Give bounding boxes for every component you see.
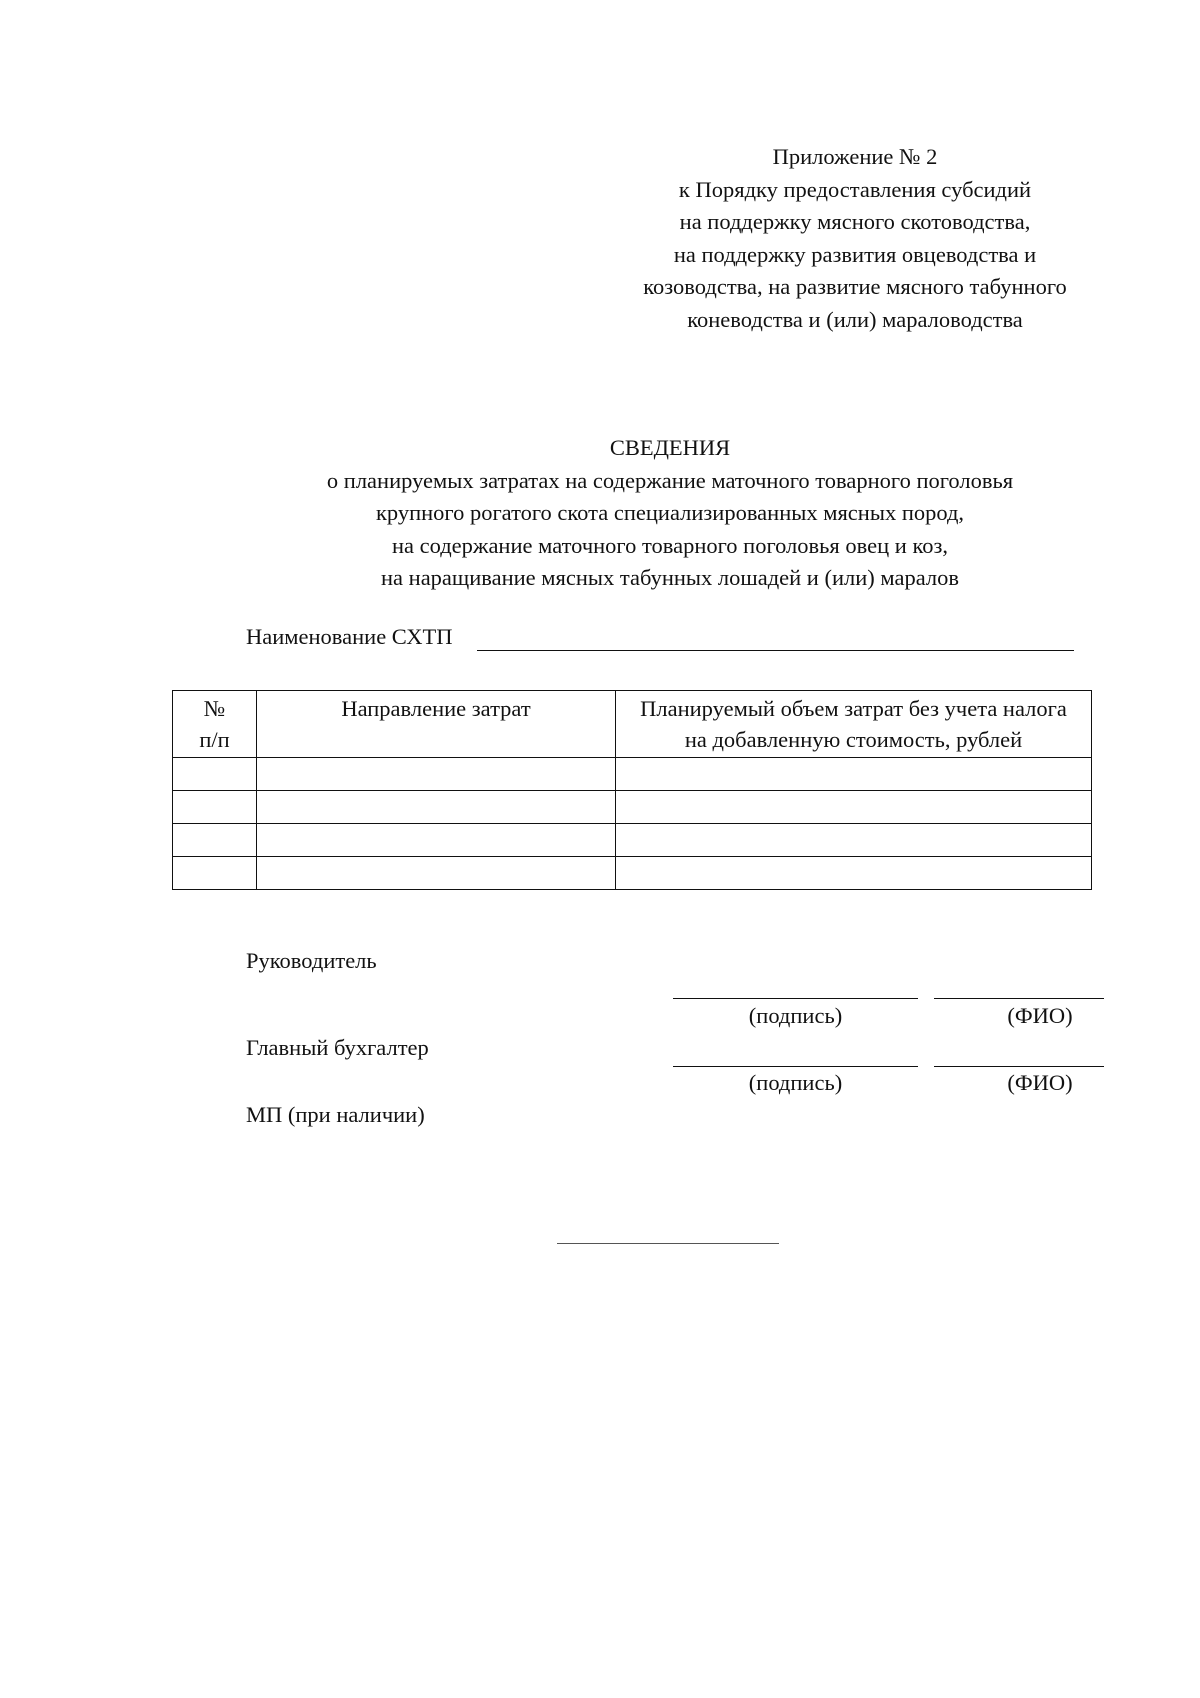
appendix-line: на поддержку развития овцеводства и	[673, 241, 1037, 267]
head-label: Руководитель	[246, 948, 377, 973]
header-number-line2: п/п	[199, 727, 230, 752]
cell-number[interactable]	[173, 791, 257, 824]
cell-direction[interactable]	[257, 791, 616, 824]
head-signature-field[interactable]	[673, 998, 918, 999]
head-name-caption: (ФИО)	[1007, 1003, 1073, 1028]
cell-volume[interactable]	[616, 824, 1092, 857]
document-title: СВЕДЕНИЯ	[609, 435, 731, 460]
table-row	[173, 791, 1092, 824]
accountant-signature-field[interactable]	[673, 1066, 918, 1067]
document-heading	[230, 432, 1110, 595]
header-direction-text: Направление затрат	[341, 696, 531, 721]
cell-volume[interactable]	[616, 758, 1092, 791]
cell-volume[interactable]	[616, 791, 1092, 824]
header-number	[173, 691, 257, 758]
heading-line: на наращивание мясных табунных лошадей и (или) маралов	[381, 565, 959, 590]
footnote-separator	[557, 1243, 779, 1244]
table-header-row	[173, 691, 1092, 758]
accountant-signature-caption: (подпись)	[748, 1070, 843, 1095]
heading-line: о планируемых затратах на содержание маточного товарного поголовья	[326, 467, 1014, 493]
heading-line: на содержание маточного товарного поголовья овец и коз,	[391, 532, 949, 558]
header-volume-line2: на добавленную стоимость, рублей	[684, 727, 1023, 752]
cell-number[interactable]	[173, 824, 257, 857]
table-row	[173, 857, 1092, 890]
accountant-label: Главный бухгалтер	[246, 1035, 429, 1060]
cell-volume[interactable]	[616, 857, 1092, 890]
head-signature-caption: (подпись)	[748, 1003, 843, 1028]
appendix-line: козоводства, на развитие мясного табунного	[643, 274, 1067, 299]
seal-label: МП (при наличии)	[246, 1102, 425, 1127]
header-number-line1: №	[203, 696, 226, 721]
cell-direction[interactable]	[257, 824, 616, 857]
accountant-name-caption: (ФИО)	[1007, 1070, 1073, 1095]
appendix-line: к Порядку предоставления субсидий	[678, 176, 1032, 202]
header-volume	[616, 691, 1092, 758]
cell-direction[interactable]	[257, 758, 616, 791]
org-name-field[interactable]	[477, 650, 1074, 651]
header-direction	[257, 691, 616, 758]
table-row	[173, 758, 1092, 791]
costs-table	[172, 690, 1092, 890]
appendix-line: на поддержку мясного скотоводства,	[679, 209, 1031, 234]
org-name-label: Наименование СХТП	[246, 624, 453, 649]
header-volume-line1: Планируемый объем затрат без учета налога	[640, 696, 1067, 721]
cell-number[interactable]	[173, 758, 257, 791]
appendix-line: коневодства и (или) мараловодства	[687, 306, 1023, 332]
accountant-name-field[interactable]	[934, 1066, 1104, 1067]
table-row	[173, 824, 1092, 857]
appendix-note	[610, 141, 1100, 336]
cell-direction[interactable]	[257, 857, 616, 890]
head-name-field[interactable]	[934, 998, 1104, 999]
heading-line: крупного рогатого скота специализированных мясных пород,	[375, 500, 965, 525]
cell-number[interactable]	[173, 857, 257, 890]
appendix-line: Приложение № 2	[772, 144, 938, 169]
